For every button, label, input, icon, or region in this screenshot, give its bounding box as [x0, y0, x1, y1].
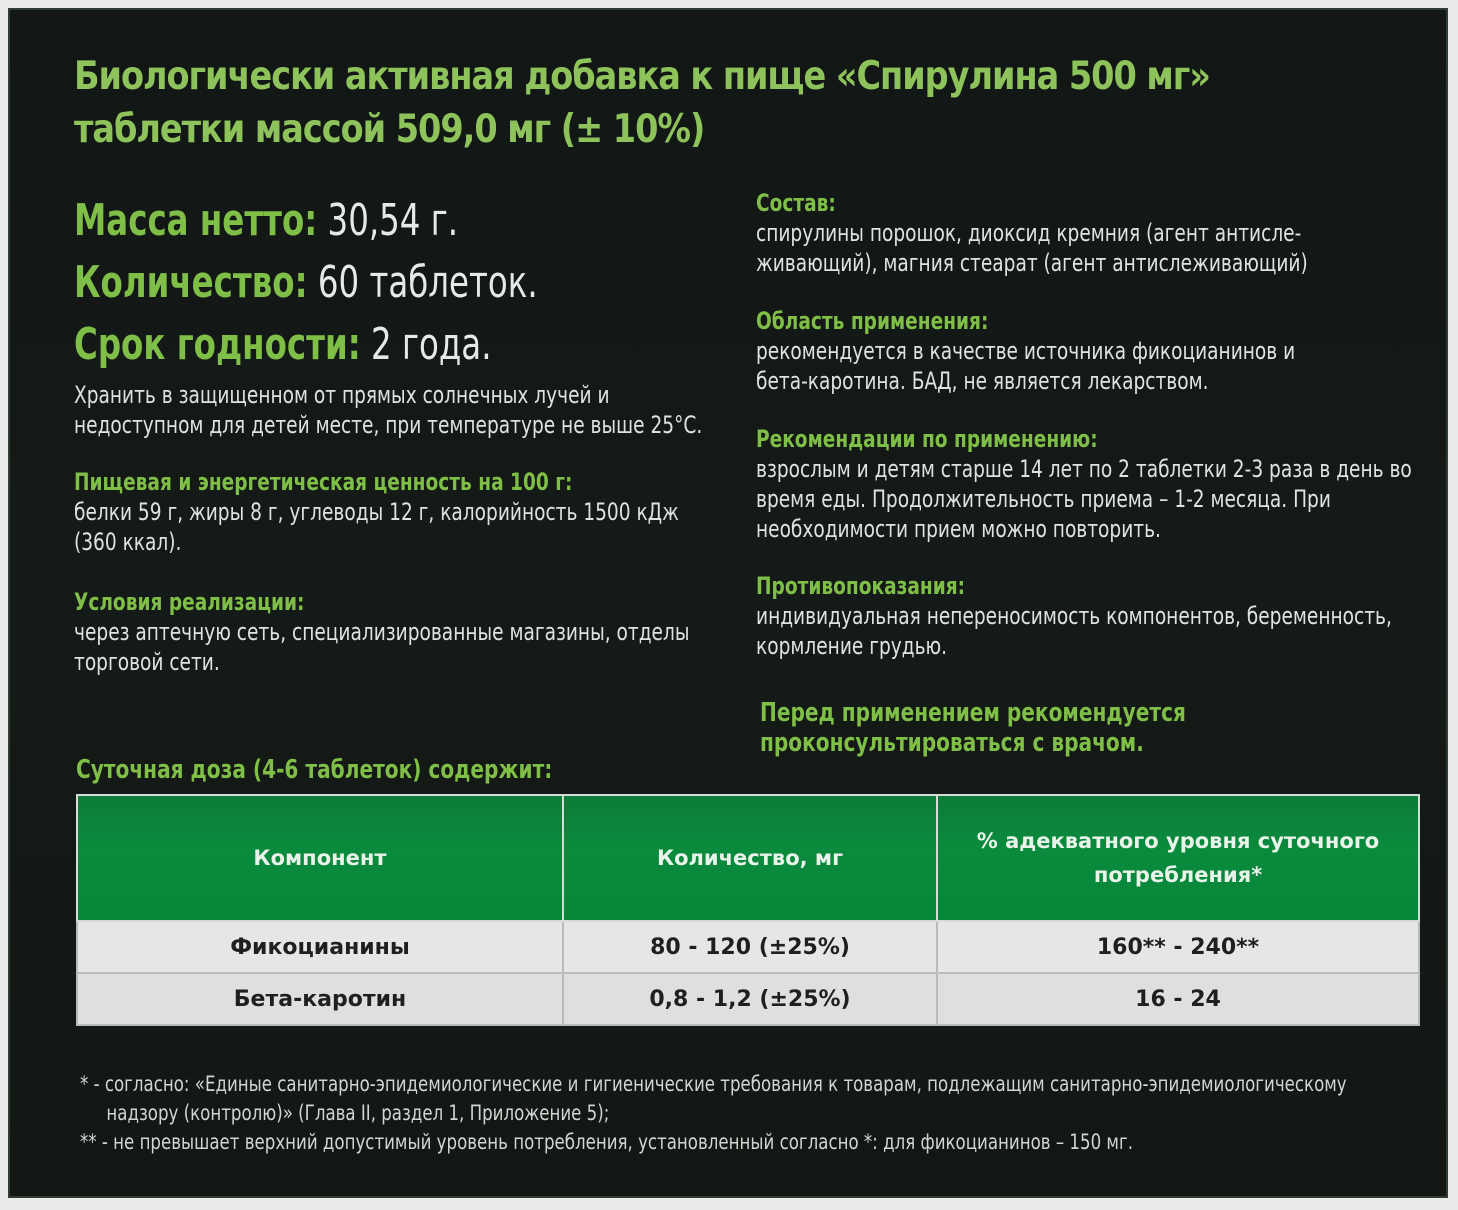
- contraindications-line: индивидуальная непереносимость компонентов, беременность,: [756, 602, 1392, 630]
- storage-line: Хранить в защищенном от прямых солнечных лучей и: [74, 381, 610, 409]
- net-weight-label: Масса нетто:: [74, 195, 318, 246]
- column-header-amount: Количество, мг: [563, 795, 937, 921]
- composition-line: спирулины порошок, диоксид кремния (агент антисле-: [756, 219, 1302, 247]
- product-title-line2: таблетки массой 509,0 мг (± 10%): [74, 107, 705, 152]
- column-header-percent: % адекватного уровня суточного потребления*: [937, 795, 1419, 921]
- footnotes: [80, 1070, 1435, 1157]
- table-cell: Бета-каротин: [77, 973, 563, 1025]
- quantity-value: 60 таблеток.: [307, 257, 538, 308]
- column-header-component: Компонент: [77, 795, 563, 921]
- product-title: [74, 50, 1226, 156]
- quantity: [74, 252, 632, 314]
- shelf-life-label: Срок годности:: [74, 319, 361, 370]
- table-header-row: [77, 795, 1419, 921]
- net-weight: [74, 190, 632, 252]
- daily-dose-table: [76, 794, 1420, 1026]
- sale-heading: Условия реализации:: [74, 588, 305, 616]
- sale-line: через аптечную сеть, специализированные магазины, отделы: [74, 618, 690, 646]
- recommendations-line: время еды. Продолжительность приема – 1-2 месяца. При: [756, 485, 1331, 513]
- usage-area-heading: Область применения:: [756, 307, 989, 335]
- contraindications-line: кормление грудью.: [756, 632, 948, 660]
- footnote-1-continued: надзору (контролю)» (Глава II, раздел 1, Приложение 5);: [106, 1101, 610, 1125]
- recommendations-line: необходимости прием можно повторить.: [756, 515, 1161, 543]
- package-label: [8, 8, 1448, 1198]
- net-weight-value: 30,54 г.: [317, 195, 459, 246]
- nutrition-section: [74, 467, 762, 557]
- composition-heading: Состав:: [756, 189, 836, 217]
- contraindications-section: [756, 571, 1444, 661]
- table-cell: 0,8 - 1,2 (±25%): [563, 973, 937, 1025]
- table-cell: 80 - 120 (±25%): [563, 921, 937, 973]
- table-row: [77, 973, 1419, 1025]
- doctor-warning: [760, 698, 1186, 758]
- sale-section: [74, 587, 762, 677]
- footnote-2: ** - не превышает верхний допустимый уровень потребления, установленный согласно *: для фикоцианинов – 150 мг.: [80, 1130, 1133, 1154]
- nutrition-line: (360 ккал).: [74, 528, 182, 556]
- shelf-life: [74, 314, 632, 376]
- recommendations-heading: Рекомендации по применению:: [756, 425, 1098, 453]
- quantity-label: Количество:: [74, 257, 308, 308]
- daily-dose-heading: Суточная доза (4-6 таблеток) содержит:: [76, 755, 553, 785]
- recommendations-line: взрослым и детям старше 14 лет по 2 таблетки 2-3 раза в день во: [756, 455, 1412, 483]
- composition-section: [756, 188, 1358, 278]
- usage-area-line: рекомендуется в качестве источника фикоцианинов и: [756, 337, 1296, 365]
- doctor-warning-line: Перед применением рекомендуется: [760, 698, 1186, 728]
- usage-area-line: бета-каротина. БАД, не является лекарством.: [756, 367, 1209, 395]
- usage-area-section: [756, 306, 1358, 396]
- key-facts: [74, 190, 632, 376]
- nutrition-line: белки 59 г, жиры 8 г, углеводы 12 г, калорийность 1500 кДж: [74, 498, 679, 526]
- composition-line: живающий), магния стеарат (агент антислеживающий): [756, 249, 1308, 277]
- sale-line: торговой сети.: [74, 648, 220, 676]
- shelf-life-value: 2 года.: [360, 319, 492, 370]
- product-title-line1: Биологически активная добавка к пище «Спирулина 500 мг»: [74, 54, 1210, 99]
- footnote-1: * - согласно: «Единые санитарно-эпидемиологические и гигиенические требования к товарам, подлежащим санитарно-эпидемиологическому: [80, 1072, 1347, 1096]
- nutrition-heading: Пищевая и энергетическая ценность на 100 г:: [74, 468, 573, 496]
- contraindications-heading: Противопоказания:: [756, 572, 966, 600]
- table-cell: 16 - 24: [937, 973, 1419, 1025]
- storage-line: недоступном для детей месте, при температуре не выше 25°С.: [74, 411, 703, 439]
- doctor-warning-line: проконсультироваться с врачом.: [760, 728, 1144, 758]
- table-cell: Фикоцианины: [77, 921, 563, 973]
- table-cell: 160** - 240**: [937, 921, 1419, 973]
- recommendations-section: [756, 424, 1444, 544]
- storage-conditions: [74, 380, 728, 440]
- table-row: [77, 921, 1419, 973]
